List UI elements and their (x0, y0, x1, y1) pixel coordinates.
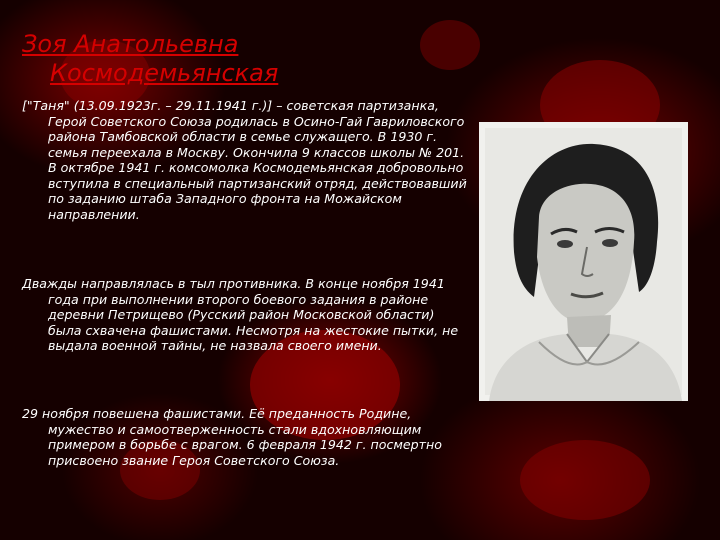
biography-paragraph-1: ["Таня" (13.09.1923г. – 29.11.1941 г.)] – советская партизанка, Герой Советского Союза родилась в Осино-Гай Гавриловского района Тамбовской области в семье служащего. В 1930 г. семья переехала в Москву. Окончила 9 классов школы № 201. В октябре 1941 г. комсомолка Космодемьянская добровольно вступила в специальный партизанский отряд, действовавший по заданию штаба Западного фронта на Можайском направлении. (22, 98, 467, 222)
title-line-1: Зоя Анатольевна (22, 30, 239, 58)
title-line-2: Космодемьянская (50, 59, 279, 87)
portrait-photo (479, 122, 688, 401)
blood-splat (520, 440, 650, 520)
slide-title (22, 30, 352, 88)
biography-paragraph-3: 29 ноября повешена фашистами. Её преданность Родине, мужество и самоотверженность стали вдохновляющим примером в борьбе с врагом. 6 февраля 1942 г. посмертно присвоено звание Героя Советского Союза. (22, 406, 442, 468)
portrait-image (479, 122, 688, 401)
blood-splat (420, 20, 480, 70)
biography-paragraph-2: Дважды направлялась в тыл противника. В конце ноября 1941 года при выполнении второго боевого задания в районе деревни Петрищево (Русский район Московской области) была схвачена фашистами. Несмотря на жестокие пытки, не выдала военной тайны, не назвала своего имени. (22, 276, 459, 353)
